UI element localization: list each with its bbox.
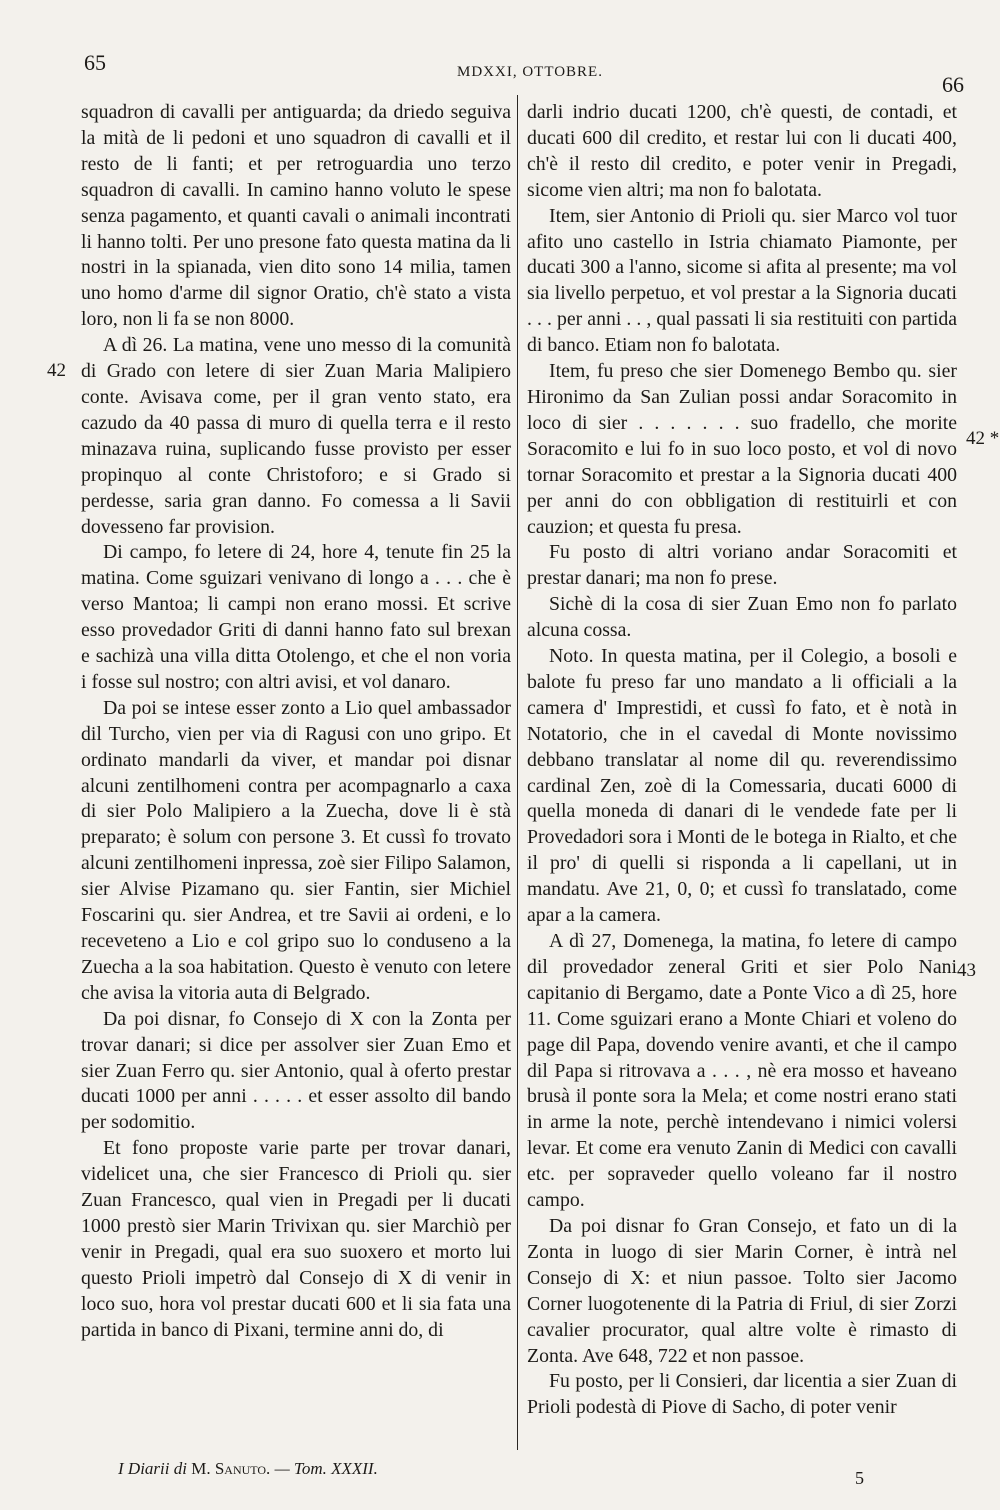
footer-title: I Diarii di [118, 1459, 187, 1478]
footer-volume: — Tom. XXXII. [274, 1459, 378, 1478]
left-paragraph-4: Da poi se intese esser zonto a Lio quel ambassador dil Turcho, vien per via di Ragusi con uno gripo. Et ordinato mandarli da viver, et mandar poi disnar alcuni zentilhomeni contra per acompagnarlo a caxa di sier Polo Malipiero a la Zuecha, dove li è stà preparato; è solum con persone 3. Et cussì fo trovato alcuni zentilhomeni inpressa, zoè sier Filipo Salamon, sier Alvise Pizamano qu. sier Fantin, sier Michiel Foscarini qu. sier Andrea, et tre Savii ai ordeni, e lo receveteno a Lio e col gripo suo lo conduseno a la Zuecha a la soa habitation. Questo è venuto con letere che avisa la vitoria auta di Belgrado. [81, 696, 511, 1004]
right-paragraph-6: Noto. In questa matina, per il Colegio, a bosoli e balote fu preso far uno mandato a li officiali a la camera d' Imprestidi, et cussì fo fato, et è notà in Notatorio, che in el cavedal di Monte novissimo debbano translatar al nome dil qu. reverendissimo cardinal Zen, zoè di la Comessaria, ducati 6000 di quella moneda di danari di le vendede fate per li Provedadori sora i Monti de le botega in Rialto, et che il pro' di quelli si risponda a li capellani, ut in mandatu. Ave 21, 0, 0; et cussì fo translatado, come apar a la camera. [527, 645, 957, 927]
column-divider [517, 95, 518, 1450]
running-title: MDXXI, OTTOBRE. [457, 64, 603, 80]
right-paragraph-3: Item, fu preso che sier Domenego Bembo qu. sier Hironimo da San Zulian possi andar Soracomito in loco di sier . . . . . . . suo fradello, che morite Soracomito e lui fo in suo loco posto, et vol di novo tornar Soracomito et prestar a la Signoria ducati 400 per anni do con obbligation di restituirli et con cauzion; et questa fu presa. [527, 360, 957, 538]
left-paragraph-5: Da poi disnar, fo Consejo di X con la Zonta per trovar danari; si dice per assolver sier Zuan Emo et sier Zuan Ferro qu. sier Antonio, qual à oferto prestar ducati 1000 per anni . . . . . et esser assolto dil bando per sodomitio. [81, 1007, 511, 1134]
page-number-left: 65 [84, 50, 106, 75]
right-paragraph-4: Fu posto di altri voriano andar Soracomiti et prestar danari; ma non fo prese. [527, 541, 957, 590]
footer-author: M. Sanuto. [191, 1459, 271, 1478]
page-number-right: 66 [942, 72, 964, 97]
right-paragraph-2: Item, sier Antonio di Prioli qu. sier Marco vol tuor afito uno castello in Istria chiamato Piamonte, per ducati 300 a l'anno, sicome si afita al presente; ma vol sia livello perpetuo, et vol prestar a la Signoria ducati . . . per anni . . , qual passati li sia restituiti con partida di banco. Etiam non fo balotata. [527, 204, 957, 357]
right-paragraph-1: darli indrio ducati 1200, ch'è questi, de contadi, et ducati 600 dil credito, et restar lui con li ducati 400, ch'è il resto dil credito, e poter venir in Pregadi, sicome vien altri; ma non fo balotata. [527, 101, 957, 201]
footer [118, 1459, 378, 1479]
right-paragraph-7: A dì 27, Domenega, la matina, fo letere di campo dil provedador zeneral Griti et sier Polo Nani capitanio di Bergamo, date a Ponte Vico a dì 25, hore 11. Come sguizari erano a Monte Chiari et voleno do page dil Papa, dovendo venire avanti, et che il campo dil Papa si ritrovava a . . . , nè era mosso et haveano brusà il ponte sora la Mela; et come nostri erano stati in arme la note, perchè intendevano i nimici volersi levar. Et come era venuto Zanin di Medici con cavalli etc. per sopraveder quello voleano far il nostro campo. [527, 930, 957, 1212]
left-paragraph-2: A dì 26. La matina, vene uno messo di la comunità di Grado con letere di sier Zuan Maria Malipiero conte. Avisava come, per il gran vento stato, era cazudo da 40 passa di muro di quella terra e il resto minazava ruina, suplicando fusse provisto per esser propinquo al conte Christoforo; e si Grado si perdesse, saria gran danno. Fo comessa a li Savii dovesseno far provision. [81, 334, 511, 538]
right-paragraph-8: Da poi disnar fo Gran Consejo, et fato un di la Zonta in luogo di sier Marin Corner, è intrà nel Consejo di X: et niun passoe. Tolto sier Jacomo Corner luogotenente di la Patria di Friul, di sier Zorzi cavalier procurator, qual altre volte è rimasto di Zonta. Ave 648, 722 et non passoe. [527, 1214, 957, 1367]
left-paragraph-3: Di campo, fo letere di 24, hore 4, tenute fin 25 la matina. Come sguizari venivano di longo a . . . che è verso Mantoa; li campi non erano mossi. Et scrive esso provedador Griti di danni hanno fato sul brexan e sachizà una villa ditta Otolengo, et che el non voria i fosse sul nostro; con altri avisi, et vol danaro. [81, 541, 511, 693]
left-column [81, 100, 511, 1344]
margin-number-42-left: 42 [47, 360, 66, 381]
left-paragraph-1: squadron di cavalli per antiguarda; da driedo seguiva la mità de li pedoni et uno squadron di cavalli et il resto de li fanti; et per retroguardia uno terzo squadron di cavalli. In camino hanno voluto le spese senza pagamento, et quanti cavali o animali incontrati li hanno tolti. Per uno presone fato questa matina da li nostri in la spianada, vien dito sono 14 milia, tamen uno homo d'arme dil signor Oratio, ch'è stato a vista loro, non li fa se non 8000. [81, 101, 511, 331]
signature-mark: 5 [855, 1468, 864, 1488]
right-paragraph-5: Sichè di la cosa di sier Zuan Emo non fo parlato alcuna cossa. [527, 593, 957, 642]
right-column [527, 100, 957, 1421]
margin-number-42-right: 42 * [966, 428, 1000, 449]
right-paragraph-9: Fu posto, per li Consieri, dar licentia a sier Zuan di Prioli podestà di Piove di Sacho, di poter venir [527, 1370, 957, 1419]
left-paragraph-6: Et fono proposte varie parte per trovar danari, videlicet una, che sier Francesco di Prioli qu. sier Zuan Francesco, qual vien in Pregadi per li ducati 1000 prestò sier Marin Trivixan qu. sier Marchiò per venir in Pregadi, qual era suo suoxero et morto lui questo Prioli impetrò dal Consejo di X di venir in loco suo, hora vol prestar ducati 600 et li sia fata una partida in banco di Pixani, termine anni do, di [81, 1137, 511, 1341]
margin-number-43-right: 43 [957, 960, 976, 981]
